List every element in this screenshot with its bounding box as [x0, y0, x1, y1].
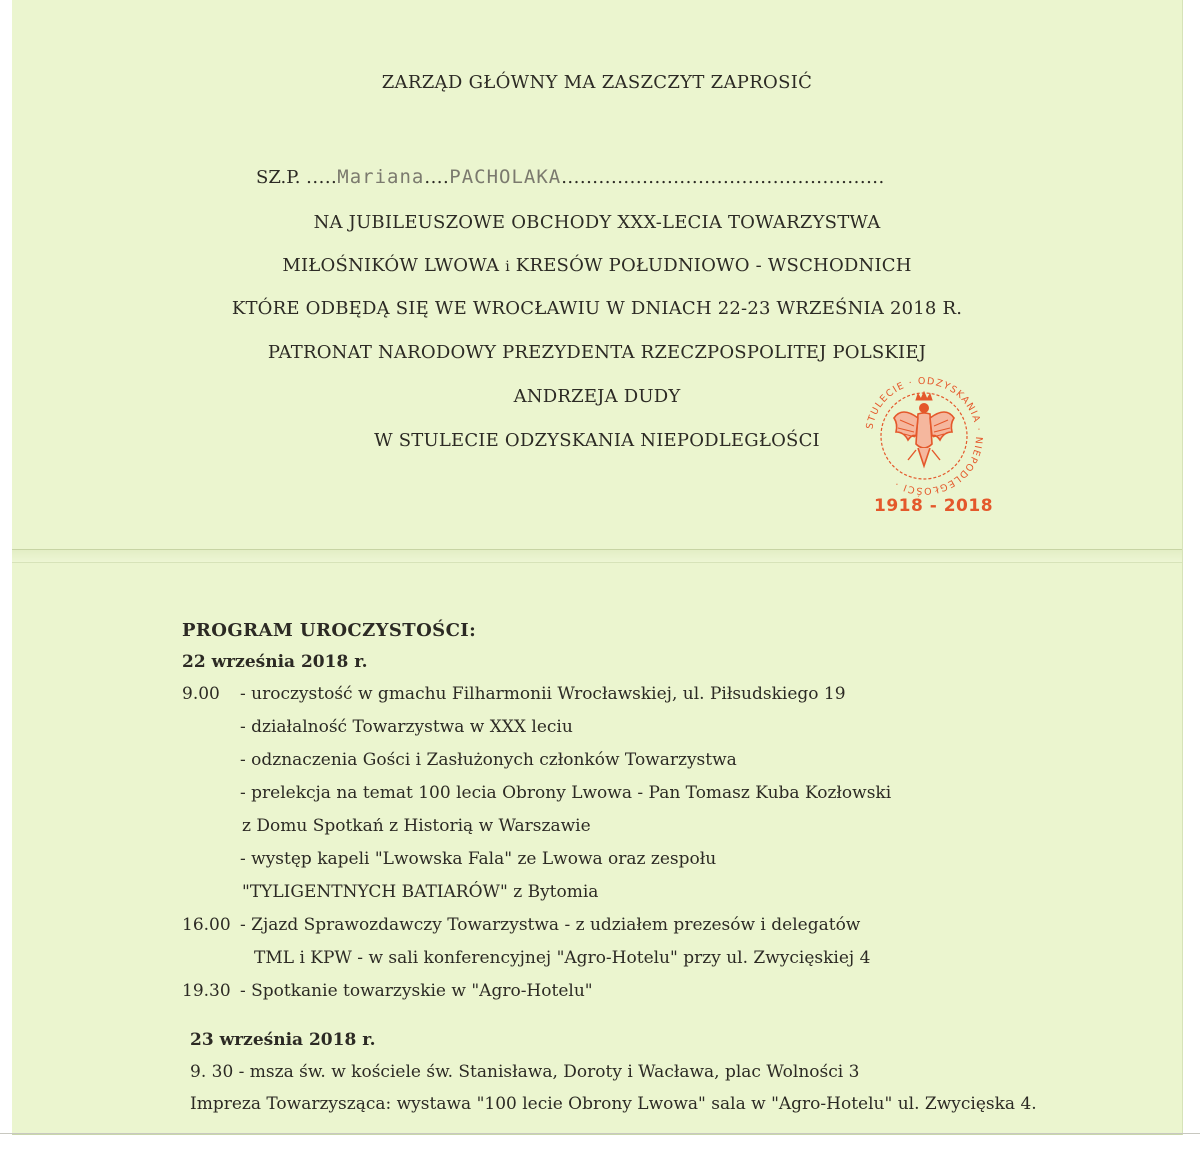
recipient-last-name: PACHOLAKA — [449, 166, 562, 188]
program-item: "TYLIGENTNYCH BATIARÓW" z Bytomia — [242, 882, 599, 902]
invitation-card — [12, 0, 1183, 1135]
program-item: Impreza Towarzysząca: wystawa "100 lecie Obrony Lwowa" sala w "Agro-Hotelu" ul. Zwycięska 4. — [190, 1094, 1037, 1114]
recipient-line — [256, 166, 885, 188]
time-16-00: 16.00 — [182, 915, 231, 935]
recipient-first-name: Mariana — [337, 166, 425, 188]
program-item: - działalność Towarzystwa w XXX leciu — [240, 717, 573, 737]
program-item: - Spotkanie towarzyskie w "Agro-Hotelu" — [240, 981, 593, 1001]
day1-date: 22 września 2018 r. — [182, 652, 368, 672]
time-9-00: 9.00 — [182, 684, 220, 704]
body-line-2a: MIŁOŚNIKÓW LWOWA — [282, 255, 506, 276]
invitation-heading: ZARZĄD GŁÓWNY MA ZASZCZYT ZAPROSIĆ — [381, 72, 813, 93]
program-item: - Zjazd Sprawozdawczy Towarzystwa - z udziałem prezesów i delegatów — [240, 915, 861, 935]
body-line-2 — [12, 255, 1182, 276]
program-item: - odznaczenia Gości i Zasłużonych członków Towarzystwa — [240, 750, 737, 770]
dots: .................................................... — [561, 167, 885, 188]
body-line-2c: KRESÓW POŁUDNIOWO - WSCHODNICH — [509, 255, 912, 276]
emblem-ring-text: STULECIE · ODZYSKANIA · NIEPODLEGŁOŚCI · — [864, 375, 985, 497]
dots: ..... — [306, 167, 338, 188]
program-item: - prelekcja na temat 100 lecia Obrony Lwowa - Pan Tomasz Kuba Kozłowski — [240, 783, 892, 803]
body-line-4: PATRONAT NARODOWY PREZYDENTA RZECZPOSPOLITEJ POLSKIEJ — [267, 342, 927, 363]
program-item: - występ kapeli "Lwowska Fala" ze Lwowa oraz zespołu — [240, 849, 717, 869]
emblem-years: 1918 - 2018 — [874, 496, 994, 516]
program-item: - uroczystość w gmachu Filharmonii Wrocławskiej, ul. Piłsudskiego 19 — [240, 684, 846, 704]
body-line-2b: i — [505, 259, 510, 275]
program-title: PROGRAM UROCZYSTOŚCI: — [182, 620, 477, 641]
program-item: 9. 30 - msza św. w kościele św. Stanisława, Doroty i Wacława, plac Wolności 3 — [190, 1062, 860, 1082]
body-line-1: NA JUBILEUSZOWE OBCHODY XXX-LECIA TOWARZYSTWA — [313, 212, 881, 233]
time-19-30: 19.30 — [182, 981, 231, 1001]
body-line-3: KTÓRE ODBĘDĄ SIĘ WE WROCŁAWIU W DNIACH 22-23 WRZEŚNIA 2018 R. — [231, 298, 963, 319]
day2-date: 23 września 2018 r. — [190, 1030, 376, 1050]
card-fold — [12, 549, 1182, 563]
program-item: TML i KPW - w sali konferencyjnej "Agro-Hotelu" przy ul. Zwycięskiej 4 — [254, 948, 871, 968]
body-line-6: W STULECIE ODZYSKANIA NIEPODLEGŁOŚCI — [374, 430, 820, 451]
body-line-5: ANDRZEJA DUDY — [513, 386, 681, 407]
recipient-prefix: SZ.P. — [256, 167, 301, 188]
white-eagle-icon — [881, 392, 967, 479]
scan-edge — [0, 1133, 1200, 1134]
dots: .... — [424, 167, 450, 188]
program-item: z Domu Spotkań z Historią w Warszawie — [242, 816, 591, 836]
